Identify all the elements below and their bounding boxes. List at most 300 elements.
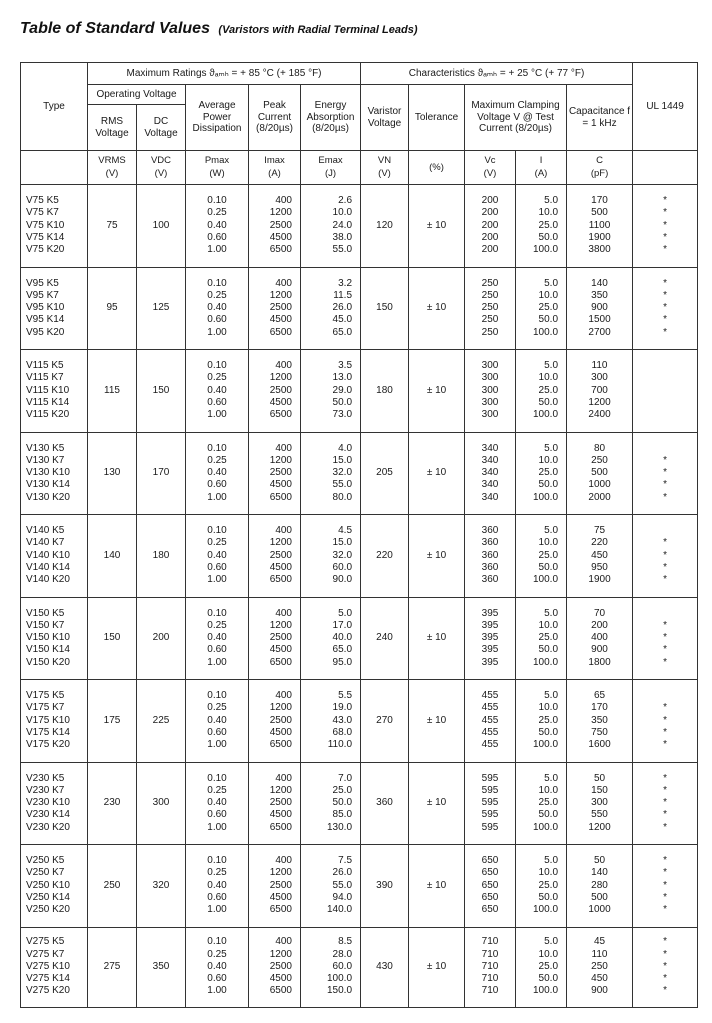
test-current-cell bbox=[516, 432, 567, 515]
test-current-cell-value: 5.0 bbox=[544, 690, 559, 702]
vc-cell-value: 300 bbox=[481, 396, 499, 408]
pmax-cell-value: 0.40 bbox=[207, 797, 227, 809]
vc-cell-value: 300 bbox=[481, 360, 499, 372]
pmax-cell bbox=[186, 350, 249, 433]
type-cell-value: V115 K7 bbox=[26, 372, 64, 384]
subtitle-text: (Varistors with Radial Terminal Leads) bbox=[218, 24, 418, 36]
capacitance-cell-value: 140 bbox=[591, 277, 608, 289]
vc-cell-value: 595 bbox=[481, 772, 499, 784]
vc-cell-value: 340 bbox=[481, 454, 499, 466]
test-current-cell-value: 50.0 bbox=[538, 396, 559, 408]
pmax-cell-value: 0.25 bbox=[207, 537, 227, 549]
vc-cell-value: 455 bbox=[481, 702, 499, 714]
test-current-cell-value: 25.0 bbox=[538, 714, 559, 726]
ul-cell-value: * bbox=[663, 726, 667, 738]
imax-cell-value: 400 bbox=[275, 277, 292, 289]
imax-cell-value: 1200 bbox=[269, 784, 292, 796]
ul-cell-value: * bbox=[663, 809, 667, 821]
ul-cell bbox=[633, 432, 698, 515]
ul-cell-value: * bbox=[663, 195, 667, 207]
imax-cell-value: 4500 bbox=[269, 809, 292, 821]
emax-cell-value: 110.0 bbox=[327, 739, 353, 751]
ul-cell-value: * bbox=[663, 537, 667, 549]
pmax-cell-value: 1.00 bbox=[207, 985, 227, 997]
ul-cell-value bbox=[635, 397, 695, 409]
capacitance-cell bbox=[567, 680, 633, 763]
rms-voltage-cell: 140 bbox=[88, 515, 137, 598]
emax-cell-value: 50.0 bbox=[332, 396, 353, 408]
capacitance-cell-value: 170 bbox=[591, 702, 608, 714]
type-cell-value: V275 K20 bbox=[26, 985, 70, 997]
pmax-cell-value: 0.60 bbox=[207, 479, 227, 491]
imax-cell-value: 2500 bbox=[269, 219, 292, 231]
pmax-cell-value: 0.10 bbox=[207, 690, 227, 702]
type-cell-value: V130 K5 bbox=[26, 442, 65, 454]
varistor-voltage-cell: 120 bbox=[361, 185, 409, 268]
vn-unit: VN (V) bbox=[361, 151, 409, 185]
capacitance-cell-value: 350 bbox=[591, 289, 608, 301]
rms-voltage-header: RMS Voltage bbox=[88, 105, 137, 151]
vc-cell-value: 200 bbox=[481, 207, 499, 219]
rms-voltage-cell: 75 bbox=[88, 185, 137, 268]
imax-cell bbox=[249, 845, 301, 928]
capacitance-cell-value: 550 bbox=[591, 809, 608, 821]
type-cell-value: V150 K10 bbox=[26, 632, 70, 644]
type-cell bbox=[21, 350, 88, 433]
test-current-cell-value: 50.0 bbox=[538, 231, 559, 243]
type-cell-value: V115 K14 bbox=[26, 396, 70, 408]
test-current-cell-value: 50.0 bbox=[538, 973, 559, 985]
pmax-cell bbox=[186, 515, 249, 598]
vc-cell-value: 360 bbox=[481, 525, 499, 537]
imax-cell-value: 6500 bbox=[269, 656, 292, 668]
imax-cell-value: 6500 bbox=[269, 985, 292, 997]
ul-cell-value bbox=[635, 608, 695, 620]
test-current-cell bbox=[516, 267, 567, 350]
emax-cell-value: 55.0 bbox=[332, 479, 353, 491]
type-cell-value: V175 K20 bbox=[26, 739, 70, 751]
imax-cell-value: 6500 bbox=[269, 409, 292, 421]
type-cell-value: V75 K20 bbox=[26, 244, 65, 256]
capacitance-cell-value: 500 bbox=[591, 467, 608, 479]
capacitance-cell-value: 220 bbox=[591, 537, 608, 549]
vc-cell-value: 200 bbox=[481, 219, 499, 231]
vc-cell bbox=[465, 515, 516, 598]
pmax-cell-value: 1.00 bbox=[207, 326, 227, 338]
type-cell bbox=[21, 432, 88, 515]
vc-cell-value: 395 bbox=[481, 632, 499, 644]
capacitance-cell bbox=[567, 350, 633, 433]
ul-cell-value: * bbox=[663, 784, 667, 796]
varistor-voltage-cell: 430 bbox=[361, 927, 409, 1007]
type-cell-value: V275 K14 bbox=[26, 973, 70, 985]
capacitance-cell bbox=[567, 845, 633, 928]
type-cell-value: V250 K10 bbox=[26, 879, 70, 891]
imax-cell-value: 2500 bbox=[269, 960, 292, 972]
vc-cell-value: 650 bbox=[481, 867, 499, 879]
pmax-cell-value: 0.10 bbox=[207, 936, 227, 948]
ul-cell-value: * bbox=[663, 973, 667, 985]
pmax-cell bbox=[186, 432, 249, 515]
imax-cell-value: 4500 bbox=[269, 479, 292, 491]
type-cell-value: V140 K5 bbox=[26, 525, 65, 537]
vc-cell-value: 340 bbox=[481, 467, 499, 479]
test-current-cell-value: 100.0 bbox=[532, 244, 559, 256]
capacitance-cell-value: 1800 bbox=[588, 656, 611, 668]
test-current-cell-value: 100.0 bbox=[532, 985, 559, 997]
pmax-cell-value: 1.00 bbox=[207, 821, 227, 833]
imax-cell-value: 6500 bbox=[269, 821, 292, 833]
emax-cell-value: 19.0 bbox=[332, 702, 353, 714]
type-cell bbox=[21, 185, 88, 268]
vc-cell bbox=[465, 927, 516, 1007]
test-current-cell-value: 25.0 bbox=[538, 549, 559, 561]
type-cell-value: V250 K7 bbox=[26, 867, 65, 879]
imax-cell bbox=[249, 762, 301, 845]
imax-cell-value: 400 bbox=[275, 195, 292, 207]
imax-cell-value: 1200 bbox=[269, 289, 292, 301]
rms-voltage-cell: 250 bbox=[88, 845, 137, 928]
vc-cell bbox=[465, 597, 516, 680]
type-cell-value: V275 K10 bbox=[26, 960, 70, 972]
vc-cell-value: 710 bbox=[481, 973, 499, 985]
varistor-voltage-cell: 220 bbox=[361, 515, 409, 598]
emax-cell-value: 45.0 bbox=[332, 314, 353, 326]
ul-cell-value: * bbox=[663, 454, 667, 466]
max-clamping-header: Maximum Clamping Voltage V @ Test Current (8/20µs) bbox=[465, 85, 567, 151]
test-current-cell-value: 5.0 bbox=[544, 525, 559, 537]
imax-cell-value: 2500 bbox=[269, 632, 292, 644]
tolerance-cell: ± 10 bbox=[409, 597, 465, 680]
pmax-cell-value: 0.25 bbox=[207, 948, 227, 960]
vc-cell-value: 650 bbox=[481, 904, 499, 916]
emax-cell-value: 80.0 bbox=[332, 491, 353, 503]
capacitance-cell-value: 1600 bbox=[588, 739, 611, 751]
emax-cell bbox=[301, 762, 361, 845]
vc-cell-value: 595 bbox=[481, 821, 499, 833]
tolerance-cell: ± 10 bbox=[409, 845, 465, 928]
test-current-cell bbox=[516, 350, 567, 433]
emax-cell-value: 65.0 bbox=[332, 326, 353, 338]
test-current-cell-value: 100.0 bbox=[532, 821, 559, 833]
test-current-cell bbox=[516, 185, 567, 268]
pmax-cell bbox=[186, 927, 249, 1007]
vc-cell-value: 250 bbox=[481, 314, 499, 326]
capacitance-cell bbox=[567, 267, 633, 350]
vc-cell-value: 650 bbox=[481, 891, 499, 903]
vc-cell-value: 650 bbox=[481, 879, 499, 891]
emax-cell bbox=[301, 680, 361, 763]
pmax-cell-value: 1.00 bbox=[207, 656, 227, 668]
dc-voltage-cell: 350 bbox=[137, 927, 186, 1007]
pmax-cell-value: 0.40 bbox=[207, 302, 227, 314]
pmax-cell-value: 1.00 bbox=[207, 244, 227, 256]
imax-cell-value: 6500 bbox=[269, 739, 292, 751]
characteristics-header: Characteristics ϑₐₘₕ = + 25 °C (+ 77 °F) bbox=[361, 63, 633, 85]
vc-cell bbox=[465, 845, 516, 928]
vc-cell bbox=[465, 185, 516, 268]
varistor-voltage-cell: 240 bbox=[361, 597, 409, 680]
page-title bbox=[20, 20, 418, 38]
ul-cell-value: * bbox=[663, 797, 667, 809]
test-current-cell-value: 50.0 bbox=[538, 561, 559, 573]
type-cell-value: V230 K5 bbox=[26, 772, 65, 784]
ul-cell-value: * bbox=[663, 574, 667, 586]
ul-cell bbox=[633, 350, 698, 433]
test-current-cell-value: 100.0 bbox=[532, 574, 559, 586]
tolerance-cell: ± 10 bbox=[409, 267, 465, 350]
capacitance-cell-value: 700 bbox=[591, 384, 608, 396]
pmax-cell-value: 1.00 bbox=[207, 904, 227, 916]
emax-cell-value: 60.0 bbox=[332, 960, 353, 972]
ul-cell bbox=[633, 267, 698, 350]
imax-cell-value: 400 bbox=[275, 360, 292, 372]
vc-cell-value: 360 bbox=[481, 537, 499, 549]
capacitance-cell-value: 450 bbox=[591, 973, 608, 985]
ul-cell-value: * bbox=[663, 207, 667, 219]
ul-cell-value: * bbox=[663, 867, 667, 879]
test-current-cell bbox=[516, 927, 567, 1007]
type-cell-value: V175 K10 bbox=[26, 714, 70, 726]
emax-cell-value: 26.0 bbox=[332, 302, 353, 314]
imax-cell-value: 6500 bbox=[269, 574, 292, 586]
imax-cell bbox=[249, 680, 301, 763]
emax-cell bbox=[301, 927, 361, 1007]
type-cell-value: V150 K14 bbox=[26, 644, 70, 656]
vc-cell-value: 710 bbox=[481, 960, 499, 972]
type-cell-value: V175 K14 bbox=[26, 726, 70, 738]
capacitance-cell-value: 750 bbox=[591, 726, 608, 738]
pmax-cell-value: 0.25 bbox=[207, 289, 227, 301]
vc-cell-value: 250 bbox=[481, 289, 499, 301]
capacitance-cell bbox=[567, 597, 633, 680]
pmax-cell bbox=[186, 267, 249, 350]
ul-cell-value: * bbox=[663, 772, 667, 784]
vc-cell-value: 395 bbox=[481, 607, 499, 619]
capacitance-cell-value: 2000 bbox=[588, 491, 611, 503]
imax-cell-value: 1200 bbox=[269, 537, 292, 549]
type-cell bbox=[21, 515, 88, 598]
vc-cell bbox=[465, 680, 516, 763]
pmax-cell-value: 0.40 bbox=[207, 219, 227, 231]
type-cell-value: V130 K20 bbox=[26, 491, 70, 503]
capacitance-cell-value: 950 bbox=[591, 561, 608, 573]
type-cell bbox=[21, 597, 88, 680]
vc-cell-value: 710 bbox=[481, 936, 499, 948]
test-current-cell-value: 100.0 bbox=[532, 904, 559, 916]
pmax-cell-value: 0.60 bbox=[207, 726, 227, 738]
capacitance-cell-value: 1900 bbox=[588, 574, 611, 586]
table-row bbox=[21, 267, 698, 350]
type-cell-value: V140 K14 bbox=[26, 561, 70, 573]
vc-cell-value: 455 bbox=[481, 714, 499, 726]
capacitance-cell-value: 500 bbox=[591, 207, 608, 219]
test-current-cell-value: 50.0 bbox=[538, 809, 559, 821]
type-cell-value: V115 K5 bbox=[26, 360, 64, 372]
vc-cell-value: 455 bbox=[481, 726, 499, 738]
vc-cell-value: 650 bbox=[481, 855, 499, 867]
varistor-voltage-cell: 270 bbox=[361, 680, 409, 763]
pmax-cell-value: 0.40 bbox=[207, 467, 227, 479]
pmax-cell-value: 0.10 bbox=[207, 855, 227, 867]
type-cell-value: V230 K10 bbox=[26, 797, 70, 809]
varistor-voltage-cell: 150 bbox=[361, 267, 409, 350]
vc-cell bbox=[465, 762, 516, 845]
capacitance-cell-value: 50 bbox=[593, 772, 606, 784]
ul-cell-value: * bbox=[663, 632, 667, 644]
type-cell-value: V75 K10 bbox=[26, 219, 65, 231]
test-current-cell-value: 100.0 bbox=[532, 409, 559, 421]
test-current-cell-value: 10.0 bbox=[538, 207, 559, 219]
pmax-cell-value: 0.25 bbox=[207, 372, 227, 384]
emax-cell bbox=[301, 432, 361, 515]
ul-cell-value bbox=[635, 385, 695, 397]
avg-power-header: Average Power Dissipation bbox=[186, 85, 249, 151]
imax-cell-value: 1200 bbox=[269, 207, 292, 219]
type-cell-value: V230 K14 bbox=[26, 809, 70, 821]
table-body bbox=[21, 185, 698, 1008]
imax-unit: Imax (A) bbox=[249, 151, 301, 185]
table-row bbox=[21, 597, 698, 680]
pmax-cell-value: 1.00 bbox=[207, 574, 227, 586]
ul-cell-value: * bbox=[663, 244, 667, 256]
pmax-cell-value: 0.25 bbox=[207, 784, 227, 796]
capacitance-cell-value: 2400 bbox=[588, 409, 611, 421]
pmax-cell-value: 0.60 bbox=[207, 973, 227, 985]
ul-cell bbox=[633, 927, 698, 1007]
test-current-cell-value: 50.0 bbox=[538, 726, 559, 738]
emax-cell bbox=[301, 515, 361, 598]
emax-cell-value: 26.0 bbox=[332, 867, 353, 879]
capacitance-cell bbox=[567, 185, 633, 268]
vrms-unit: VRMS (V) bbox=[88, 151, 137, 185]
vc-cell-value: 595 bbox=[481, 784, 499, 796]
capacitance-cell-value: 110 bbox=[591, 360, 608, 372]
dc-voltage-cell: 150 bbox=[137, 350, 186, 433]
pmax-cell-value: 0.25 bbox=[207, 207, 227, 219]
varistor-voltage-cell: 180 bbox=[361, 350, 409, 433]
test-current-cell-value: 5.0 bbox=[544, 607, 559, 619]
emax-cell-value: 150.0 bbox=[326, 985, 353, 997]
capacitance-cell-value: 900 bbox=[591, 302, 608, 314]
emax-cell-value: 60.0 bbox=[332, 561, 353, 573]
imax-cell-value: 6500 bbox=[269, 904, 292, 916]
imax-cell-value: 6500 bbox=[269, 326, 292, 338]
imax-cell-value: 4500 bbox=[269, 314, 292, 326]
emax-cell-value: 85.0 bbox=[332, 809, 353, 821]
imax-cell-value: 4500 bbox=[269, 973, 292, 985]
capacitance-cell-value: 1000 bbox=[588, 479, 611, 491]
emax-cell-value: 40.0 bbox=[332, 632, 353, 644]
imax-cell bbox=[249, 267, 301, 350]
ul-cell-value: * bbox=[663, 561, 667, 573]
test-current-cell-value: 50.0 bbox=[538, 891, 559, 903]
table-row bbox=[21, 927, 698, 1007]
emax-cell-value: 90.0 bbox=[332, 574, 353, 586]
rms-voltage-cell: 175 bbox=[88, 680, 137, 763]
vc-cell-value: 250 bbox=[481, 277, 499, 289]
emax-cell bbox=[301, 350, 361, 433]
pmax-cell-value: 0.40 bbox=[207, 549, 227, 561]
emax-cell-value: 3.5 bbox=[338, 360, 353, 372]
type-cell bbox=[21, 845, 88, 928]
ul-cell bbox=[633, 515, 698, 598]
pmax-cell-value: 0.60 bbox=[207, 644, 227, 656]
ul-cell-value: * bbox=[663, 936, 667, 948]
ul-cell-value: * bbox=[663, 289, 667, 301]
imax-cell bbox=[249, 597, 301, 680]
emax-cell-value: 32.0 bbox=[332, 467, 353, 479]
test-current-cell-value: 25.0 bbox=[538, 467, 559, 479]
emax-cell-value: 7.5 bbox=[338, 855, 353, 867]
capacitance-cell-value: 250 bbox=[591, 454, 608, 466]
rms-voltage-cell: 95 bbox=[88, 267, 137, 350]
type-cell-value: V150 K20 bbox=[26, 656, 70, 668]
emax-cell-value: 65.0 bbox=[332, 644, 353, 656]
imax-cell-value: 4500 bbox=[269, 644, 292, 656]
pmax-cell-value: 0.60 bbox=[207, 891, 227, 903]
capacitance-cell-value: 140 bbox=[591, 867, 608, 879]
rms-voltage-cell: 230 bbox=[88, 762, 137, 845]
test-current-cell-value: 5.0 bbox=[544, 195, 559, 207]
tolerance-cell: ± 10 bbox=[409, 350, 465, 433]
pmax-cell bbox=[186, 762, 249, 845]
emax-cell-value: 38.0 bbox=[332, 231, 353, 243]
type-cell bbox=[21, 267, 88, 350]
capacitance-cell-value: 1900 bbox=[588, 231, 611, 243]
capacitance-cell bbox=[567, 762, 633, 845]
ul-unit-cell bbox=[633, 151, 698, 185]
vc-cell-value: 395 bbox=[481, 644, 499, 656]
type-cell-value: V95 K10 bbox=[26, 302, 65, 314]
emax-cell-value: 7.0 bbox=[338, 772, 353, 784]
table-row bbox=[21, 185, 698, 268]
i-unit: I (A) bbox=[516, 151, 567, 185]
ul-cell-value bbox=[635, 409, 695, 421]
imax-cell-value: 1200 bbox=[269, 619, 292, 631]
vc-cell-value: 455 bbox=[481, 690, 499, 702]
capacitance-cell bbox=[567, 515, 633, 598]
imax-cell-value: 400 bbox=[275, 607, 292, 619]
imax-cell-value: 400 bbox=[275, 525, 292, 537]
vc-cell-value: 595 bbox=[481, 797, 499, 809]
vc-cell-value: 360 bbox=[481, 549, 499, 561]
test-current-cell-value: 10.0 bbox=[538, 702, 559, 714]
pmax-cell-value: 0.60 bbox=[207, 314, 227, 326]
capacitance-cell-value: 150 bbox=[591, 784, 608, 796]
tolerance-header: Tolerance bbox=[409, 85, 465, 151]
type-cell-value: V230 K20 bbox=[26, 821, 70, 833]
type-cell-value: V95 K14 bbox=[26, 314, 65, 326]
emax-cell-value: 17.0 bbox=[332, 619, 353, 631]
test-current-cell bbox=[516, 515, 567, 598]
ul-cell-value: * bbox=[663, 904, 667, 916]
vc-cell-value: 300 bbox=[481, 372, 499, 384]
test-current-cell bbox=[516, 597, 567, 680]
dc-voltage-cell: 300 bbox=[137, 762, 186, 845]
pmax-unit: Pmax (W) bbox=[186, 151, 249, 185]
emax-cell-value: 100.0 bbox=[326, 973, 353, 985]
test-current-cell-value: 25.0 bbox=[538, 879, 559, 891]
ul-cell-value: * bbox=[663, 314, 667, 326]
vc-cell-value: 250 bbox=[481, 302, 499, 314]
pmax-cell-value: 0.10 bbox=[207, 607, 227, 619]
vc-cell-value: 300 bbox=[481, 384, 499, 396]
emax-cell-value: 5.5 bbox=[338, 690, 353, 702]
test-current-cell-value: 50.0 bbox=[538, 314, 559, 326]
type-cell bbox=[21, 680, 88, 763]
varistor-voltage-cell: 390 bbox=[361, 845, 409, 928]
